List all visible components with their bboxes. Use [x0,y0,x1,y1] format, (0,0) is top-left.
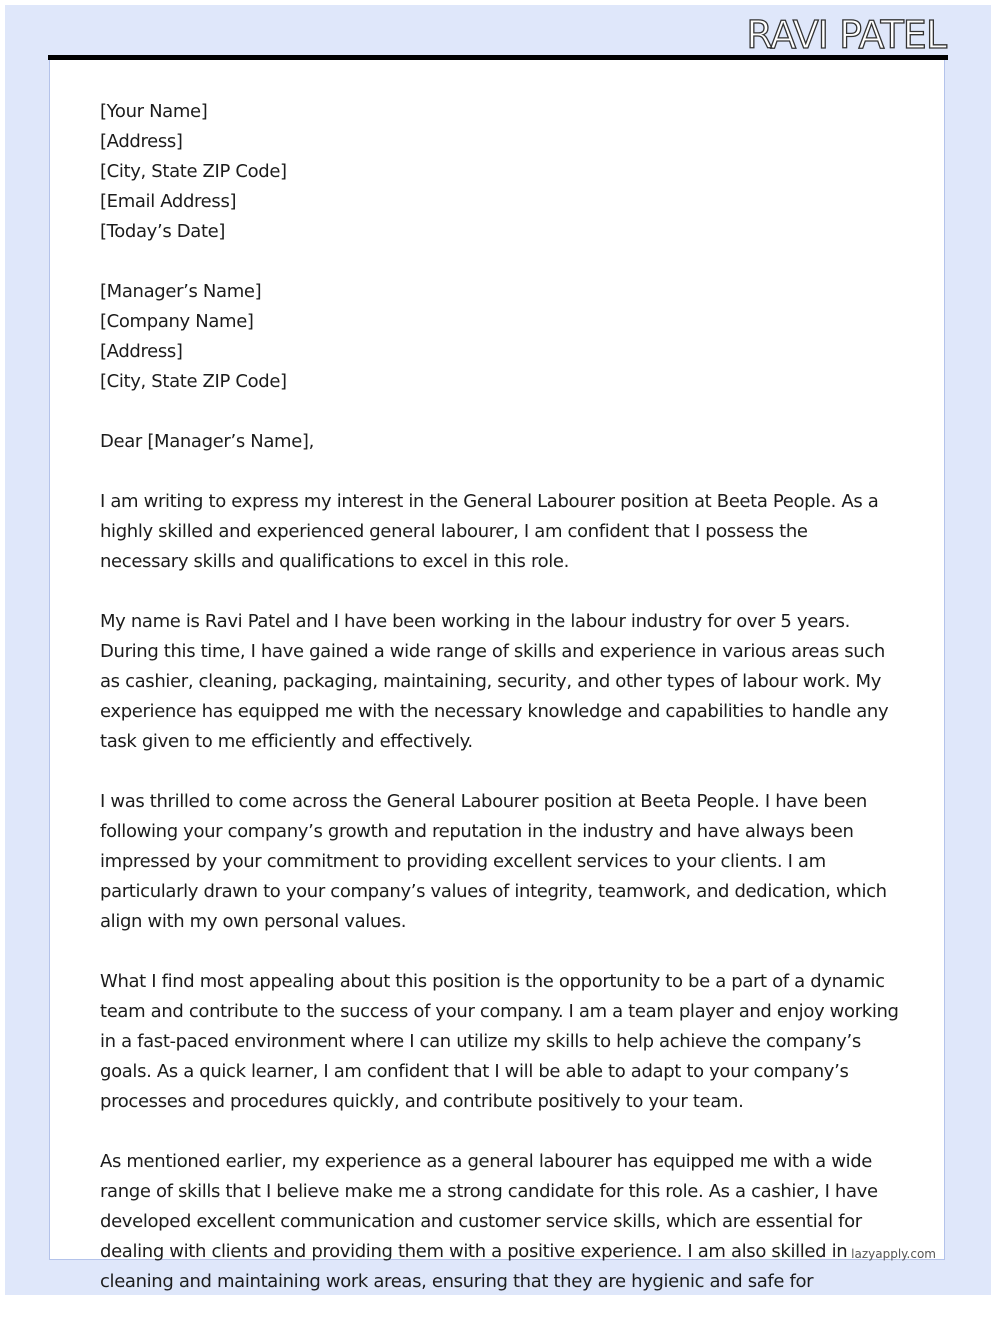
cover-letter-body [100,97,900,1327]
paragraph-experience: My name is Ravi Patel and I have been working in the labour industry for over 5 years. During this time, I have gained a wide range of skills and experience in various areas such as cashier, cleaning, packaging, maintaining, security, and other types of labour work. My experience has equipped me with the necessary knowledge and capabilities to handle any task given to me efficiently and effectively. [100,611,889,752]
paragraph-skills: As mentioned earlier, my experience as a general labourer has equipped me with a wide range of skills that I believe make me a strong candidate for this role. As a cashier, I have developed excellent communication and customer service skills, which are essential for dealing with clients and providing them with a positive experience. I am also skilled in cleaning and maintaining work areas, ensuring that they are hygienic and safe for [100,1151,878,1292]
recipient-city-state-zip: [City, State ZIP Code] [100,371,287,392]
site-watermark: lazyapply.com [851,1247,936,1261]
paragraph-company-interest: I was thrilled to come across the General Labourer position at Beeta People. I have been following your company’s growth and reputation in the industry and have always been impressed by your commitment to providing excellent services to your clients. I am particularly drawn to your company’s values of integrity, teamwork, and dedication, which align with my own personal values. [100,791,887,932]
paragraph-intro: I am writing to express my interest in the General Labourer position at Beeta People. As a highly skilled and experienced general labourer, I am confident that I possess the necessary skills and qualifications to excel in this role. [100,491,879,572]
recipient-manager-name: [Manager’s Name] [100,281,262,302]
sender-address-block [100,97,900,247]
recipient-company-name: [Company Name] [100,311,254,332]
sender-name: [Your Name] [100,101,208,122]
sender-city-state-zip: [City, State ZIP Code] [100,161,287,182]
salutation: Dear [Manager’s Name], [100,431,314,452]
letter-date: [Today’s Date] [100,221,226,242]
paragraph-position-appeal: What I find most appealing about this position is the opportunity to be a part of a dynamic team and contribute to the success of your company. I am a team player and enjoy working in a fast-paced environment where I can utilize my skills to help achieve the company’s goals. As a quick learner, I am confident that I will be able to adapt to your company’s processes and procedures quickly, and contribute positively to your team. [100,971,899,1112]
recipient-address-block [100,277,900,397]
sender-address: [Address] [100,131,183,152]
sender-email: [Email Address] [100,191,237,212]
recipient-address: [Address] [100,341,183,362]
candidate-name-heading: RAVI PATEL [746,13,946,57]
